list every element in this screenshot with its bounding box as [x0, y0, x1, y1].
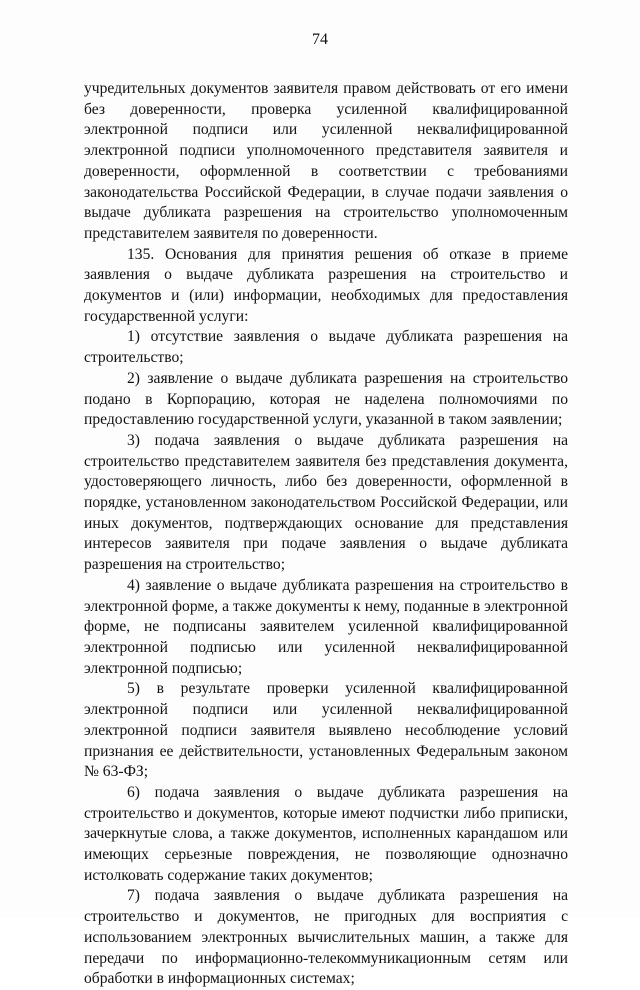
list-item-1: 1) отсутствие заявления о выдаче дубликата разрешения на строительство; [84, 328, 568, 367]
document-body [84, 79, 568, 990]
list-item-5: 5) в результате проверки усиленной квалифицированной электронной подписи или усиленной неквалифицированной электронной подписи заявителя выявлено несоблюдение условий признания ее действительности, установленных Федеральным законом № 63-ФЗ; [84, 680, 568, 781]
page-number: 74 [312, 31, 328, 48]
list-item-6: 6) подача заявления о выдаче дубликата разрешения на строительство и документов, которые имеют подчистки либо приписки, зачеркнутые слова, а также документов, исполненных карандашом или имеющих серьезные повреждения, не позволяющие однозначно истолковать содержание таких документов; [84, 783, 568, 884]
list-item-4: 4) заявление о выдаче дубликата разрешения на строительство в электронной форме, а также документы к нему, поданные в электронной форме, не подписаны заявителем усиленной квалифицированной электронной подписью или усиленной неквалифицированной электронной подписью; [84, 576, 568, 677]
list-item-2: 2) заявление о выдаче дубликата разрешения на строительство подано в Корпорацию, которая не наделена полномочиями по предоставлению государственной услуги, указанной в таком заявлении; [84, 369, 568, 429]
paragraph-continued: учредительных документов заявителя правом действовать от его имени без доверенности, проверка усиленной квалифицированной электронной подписи или усиленной неквалифицированной электронной подписи уполномоченного представителя заявителя и доверенности, оформленной в соответствии с требованиями законодательства Российской Федерации, в случае подачи заявления о выдаче дубликата разрешения на строительство уполномоченным представителем заявителя по доверенности. [84, 80, 568, 242]
list-item-3: 3) подача заявления о выдаче дубликата разрешения на строительство представителем заявителя без представления документа, удостоверяющего личность, либо без доверенности, оформленной в порядке, установленном законодательством Российской Федерации, или иных документов, подтверждающих основание для представления интересов заявителя при подаче заявления о выдаче дубликата разрешения на строительство; [84, 431, 568, 574]
list-item-7: 7) подача заявления о выдаче дубликата разрешения на строительство и документов, не пригодных для восприятия с использованием электронных вычислительных машин, а также для передачи по информационно-телекоммуникационным сетям или обработки в информационных системах; [84, 887, 568, 988]
paragraph-135: 135. Основания для принятия решения об отказе в приеме заявления о выдаче дубликата разрешения на строительство и документов и (или) информации, необходимых для предоставления государственной услуги: [84, 245, 568, 325]
